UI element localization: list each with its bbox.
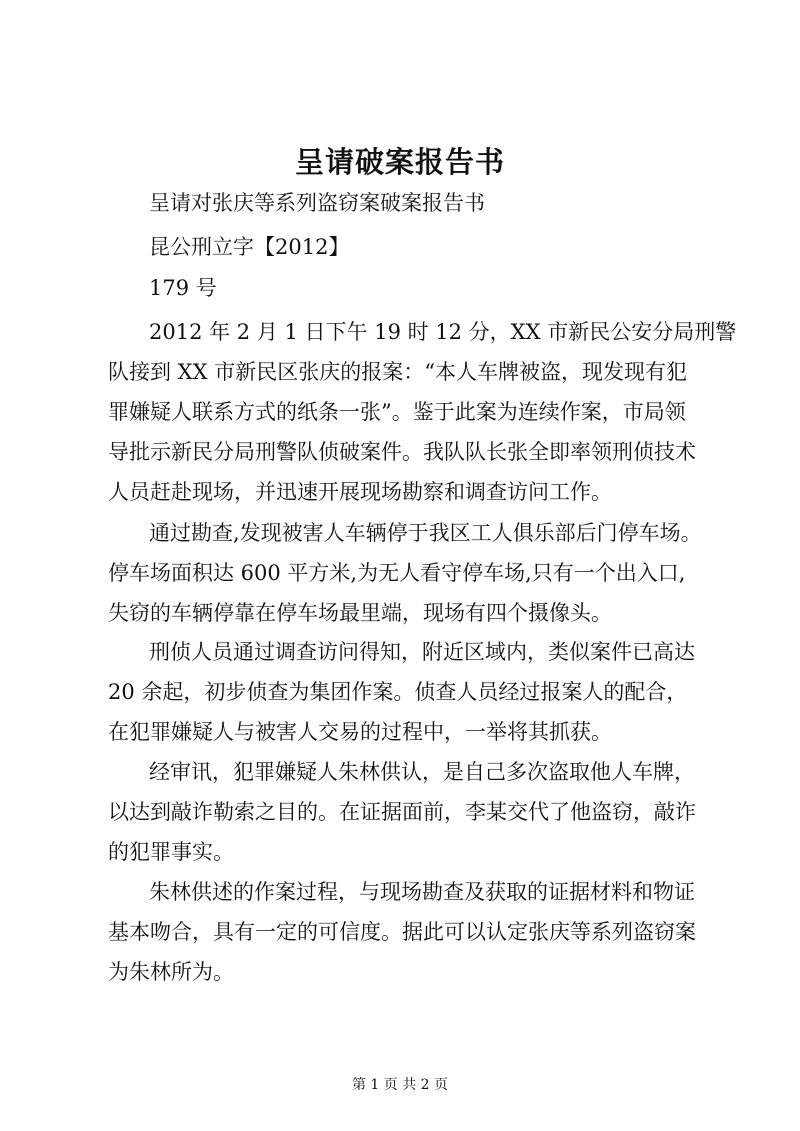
paragraph-line: 刑侦人员通过调查访问得知，附近区域内，类似案件已高达 — [149, 640, 695, 664]
paragraph-line: 人员赶赴现场，并迅速开展现场勘察和调查访问工作。 — [108, 480, 612, 504]
paragraph-line: 20 余起，初步侦查为集团作案。侦查人员经过报案人的配合， — [108, 680, 688, 704]
paragraph-line: 停车场面积达 600 平方米,为无人看守停车场,只有一个出入口, — [108, 561, 686, 585]
case-number-line: 昆公刑立字【2012】 — [149, 235, 350, 259]
paragraph-line: 的犯罪事实。 — [108, 840, 234, 864]
paragraph-line: 失窃的车辆停靠在停车场最里端，现场有四个摄像头。 — [108, 601, 612, 625]
paragraph-line: 以达到敲诈勒索之目的。在证据面前，李某交代了他盗窃，敲诈 — [108, 800, 696, 824]
paragraph-line: 在犯罪嫌疑人与被害人交易的过程中，一举将其抓获。 — [108, 720, 612, 744]
paragraph-line: 基本吻合，具有一定的可信度。据此可以认定张庆等系列盗窃案 — [108, 920, 696, 944]
paragraph-line: 导批示新民分局刑警队侦破案件。我队队长张全即率领刑侦技术 — [108, 440, 696, 464]
document-title: 呈请破案报告书 — [294, 145, 505, 179]
paragraph-line: 罪嫌疑人联系方式的纸条一张”。鉴于此案为连续作案，市局领 — [108, 400, 686, 424]
paragraph-line: 为朱林所为。 — [108, 960, 234, 984]
paragraph-line: 经审讯，犯罪嫌疑人朱林供认，是自己多次盗取他人车牌， — [149, 760, 695, 784]
paragraph-line: 队接到 XX 市新民区张庆的报案：“本人车牌被盗，现发现有犯 — [108, 360, 687, 384]
subtitle-line: 呈请对张庆等系列盗窃案破案报告书 — [149, 191, 485, 215]
case-number-line-2: 179 号 — [149, 276, 217, 300]
page-footer: 第 1 页 共 2 页 — [351, 1077, 449, 1093]
paragraph-line: 2012 年 2 月 1 日下午 19 时 12 分，XX 市新民公安分局刑警 — [149, 320, 737, 344]
paragraph-line: 通过勘查,发现被害人车辆停于我区工人俱乐部后门停车场。 — [149, 521, 702, 545]
paragraph-line: 朱林供述的作案过程，与现场勘查及获取的证据材料和物证 — [149, 880, 695, 904]
